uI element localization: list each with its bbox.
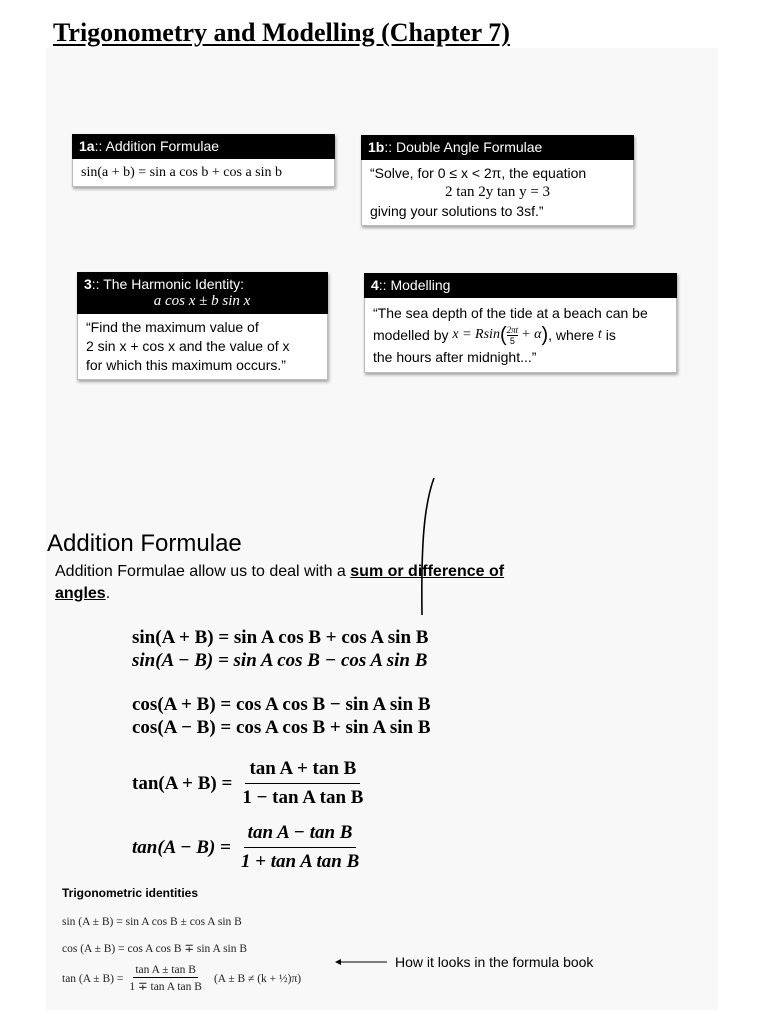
formula-book-cos: cos (A ± B) = cos A cos B ∓ sin A sin B	[62, 943, 248, 955]
formula-book-title: Trigonometric identities	[62, 886, 199, 900]
formula-tan-minus: tan(A − B) = $\frac{\text{tan A − tan B}}{\text{1 + tan A tan B}}$	[132, 822, 360, 872]
formula-sin-plus: sin(A + B) = sin A cos B + cos A sin B	[132, 627, 429, 648]
formula-tan-plus: tan(A + B) = $\frac{\text{tan A + tan B}}{\text{1 − tan A tan B}}$	[132, 758, 364, 808]
formula-cos-minus: cos(A − B) = cos A cos B + sin A sin B	[132, 717, 431, 738]
box-body: “The sea depth of the tide at a beach can be modelled by x = Rsin ( 2πt 5 + α ) , where t is the hours after midnight...”	[364, 298, 677, 373]
formula-book-sin: sin (A ± B) = sin A cos B ± cos A sin B	[62, 916, 242, 928]
box-body: sin(a + b) = sin a cos b + cos a sin b	[72, 159, 335, 187]
box-header: 1b:: Double Angle Formulae	[361, 135, 634, 160]
box-body: “Solve, for 0 ≤ x < 2π, the equation 2 tan 2y tan y = 3 giving your solutions to 3sf.”	[361, 160, 634, 226]
formula-book-tan: tan (A ± B) = $\frac{\text{tan A ± tan B}}{\text{1 ∓ tan A tan B}}$ (A ± B ≠ (k + ½)π)	[62, 964, 302, 993]
box-double-angle	[361, 135, 634, 226]
box-header: 1a:: Addition Formulae	[72, 134, 335, 159]
arrow-left-icon	[333, 956, 389, 968]
box-header: 4:: Modelling	[364, 273, 677, 298]
page-title: Trigonometry and Modelling (Chapter 7)	[53, 18, 510, 47]
box-harmonic-identity	[77, 272, 328, 380]
box-body: “Find the maximum value of 2 sin x + cos x and the value of x for which this maximum occurs.”	[77, 314, 328, 380]
formula-cos-plus: cos(A + B) = cos A cos B − sin A sin B	[132, 694, 431, 715]
section-heading: Addition Formulae	[47, 530, 242, 557]
box-header: 3:: The Harmonic Identity: a cos x ± b sin x	[77, 272, 328, 314]
formula-sin-minus: sin(A − B) = sin A cos B − cos A sin B	[132, 650, 428, 671]
section-intro: Addition Formulae allow us to deal with a sum or difference of angles.	[55, 563, 505, 602]
box-modelling	[364, 273, 677, 373]
formula-book-annotation: How it looks in the formula book	[395, 954, 594, 970]
box-addition-formulae	[72, 134, 335, 187]
